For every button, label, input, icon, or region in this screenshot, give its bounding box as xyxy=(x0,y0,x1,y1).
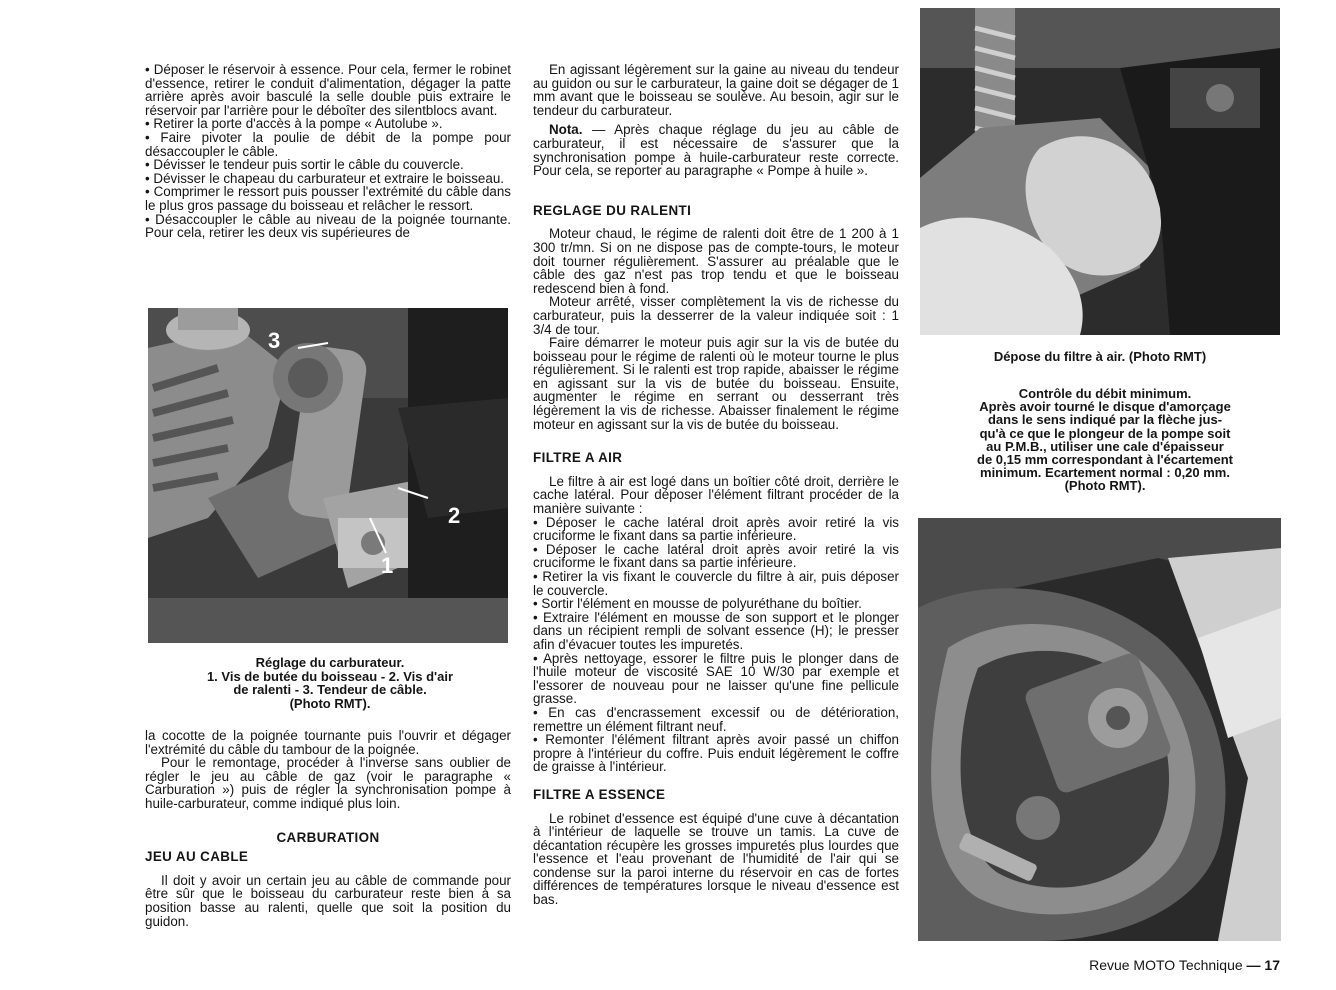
paragraph-nota xyxy=(533,123,899,177)
section-title-carburation: CARBURATION xyxy=(276,829,380,845)
step-reservoir: • Déposer le réservoir à essence. Pour cela, fermer le robinet d'essence, retirer le conduit d'alimentation, dégager la patte arrière après avoir basculé la selle double puis extraire le réservoir par l'arrière pour le déboîter des silentblocs avant. xyxy=(145,62,511,118)
step-filtre-5: • Extraire l'élément en mousse de son support et le plonger dans un récipient rempli de solvant essence (H); le presser afin d'évacuer toutes les impuretés. xyxy=(533,609,899,652)
caption-air-filter: Dépose du filtre à air. (Photo RMT) xyxy=(993,349,1207,364)
paragraph-remontage: Pour le remontage, procéder à l'inverse sans oublier de régler le jeu au câble de gaz (voir le paragraphe « Carburation ») puis de régler la synchronisation pompe à huile-carburateur, comme indiqué plus loin. xyxy=(145,755,511,811)
caption-pump: Contrôle du débit minimum. Après avoir tourné le disque d'amorçage dans le sens indiqué par la flèche jus- qu'à ce que le plongeur de la pompe soit au P.M.B., utiliser une cale d'épaisseur de 0,15 mm correspondant à l'écartement minimum. Ecartement normal : 0,20 mm. (Photo RMT). xyxy=(977,386,1233,494)
pump-photo xyxy=(918,518,1281,941)
step-chapeau: • Dévisser le chapeau du carburateur et extraire le boisseau. xyxy=(145,170,504,186)
air-filter-illustration xyxy=(920,8,1280,335)
step-ressort: • Comprimer le ressort puis pousser l'extrémité du câble dans le plus gros passage du boisseau et relâcher le ressort. xyxy=(145,184,511,213)
column-left xyxy=(145,63,511,240)
step-filtre-4: • Sortir l'élément en mousse de polyuréthane du boîtier. xyxy=(533,596,862,612)
nota-label: Nota. xyxy=(549,122,583,138)
paragraph-jeu: Il doit y avoir un certain jeu au câble de commande pour être sûr que le boisseau du carburateur reste bien à sa position basse au ralenti, quelle que soit la position du guidon. xyxy=(145,872,511,929)
paragraph-filtre-air-intro: Le filtre à air est logé dans un boîtier côté droit, derrière le cache latéral. Pour déposer l'élément filtrant procéder de la manière suivante : xyxy=(533,473,899,517)
footer-title: Revue MOTO Technique xyxy=(1089,957,1243,973)
section-title-jeu: JEU AU CABLE xyxy=(145,849,249,865)
section-title-filtre-air: FILTRE A AIR xyxy=(533,450,623,466)
section-title-filtre-essence: FILTRE A ESSENCE xyxy=(533,786,666,802)
paragraph-ralenti-1: Moteur chaud, le régime de ralenti doit être de 1 200 à 1 300 tr/mn. Si on ne dispose pas de compte-tours, le moteur doit tourner régulièrement. S'assurer au préalable que le câble des gaz n'est pas trop tendu et que le boisseau redescend bien à fond. xyxy=(533,226,899,296)
pump-illustration xyxy=(918,518,1281,941)
step-filtre-7: • En cas d'encrassement excessif ou de détérioration, remettre un élément filtrant neuf. xyxy=(533,704,899,734)
paragraph-ralenti-2: Moteur arrêté, visser complètement la vis de richesse du carburateur, puis la desserrer de la valeur indiquée soit : 1 3/4 de tour. xyxy=(533,294,899,337)
paragraph-filtre-essence: Le robinet d'essence est équipé d'une cuve à décantation à l'intérieur de laquelle se trouve un tamis. La cuve de décantation récupère les grosses impuretés plus lourdes que l'essence et l'eau provenant de l'humidité de l'air qui se condense sur la paroi interne du réservoir en cas de fortes différences de températures lorsque le niveau d'essence est bas. xyxy=(533,810,899,908)
step-filtre-1: • Déposer le cache latéral droit après avoir retiré la vis cruciforme le fixant dans sa partie inférieure. xyxy=(533,514,899,544)
step-filtre-3: • Retirer la vis fixant le couvercle du filtre à air, puis déposer le couvercle. xyxy=(533,569,899,598)
caption-carburetor: Réglage du carburateur. 1. Vis de butée du boisseau - 2. Vis d'air de ralenti - 3. Tendeur de câble. (Photo RMT). xyxy=(206,655,454,711)
step-tendeur: • Dévisser le tendeur puis sortir le câble du couvercle. xyxy=(145,157,464,173)
photo-label-2: 2 xyxy=(448,503,461,528)
nota-text: — Après chaque réglage du jeu au câble de carburateur, il est nécessaire de s'assurer que la synchronisation pompe à huile-carburateur reste correcte. Pour cela, se reporter au paragraphe « Pompe à huile ». xyxy=(533,122,899,179)
section-title-ralenti: REGLAGE DU RALENTI xyxy=(533,202,692,218)
page-footer xyxy=(1089,957,1280,973)
paragraph-ralenti-3: Faire démarrer le moteur puis agir sur la vis de butée du boisseau pour le régime de ralenti où le moteur tourne le plus régulièrement. Si le ralenti est trop rapide, abaisser le régime en agissant sur la vis de butée du boisseau. Ensuite, augmenter le régime en serrant ou desserrant très légèrement la vis de richesse. Abaisser finalement le régime moteur en agissant sur la vis de butée du boisseau. xyxy=(533,335,899,432)
photo-label-3: 3 xyxy=(268,328,281,353)
column-middle xyxy=(533,63,899,907)
step-filtre-6: • Après nettoyage, essorer le filtre puis le plonger dans de l'huile moteur de viscosité SAE 10 W/30 par exemple et l'essorer de nouveau pour ne laisser qu'une fine pellicule grasse. xyxy=(533,650,899,707)
carburetor-illustration xyxy=(148,308,508,643)
step-autolube: • Retirer la porte d'accès à la pompe « Autolube ». xyxy=(145,116,443,132)
step-poulie: • Faire pivoter la poulie de débit de la pompe pour désaccoupler le câble. xyxy=(145,129,511,159)
step-filtre-2: • Déposer le cache latéral droit après avoir retiré la vis cruciforme le fixant dans sa partie inférieure. xyxy=(533,541,899,571)
footer-page: — 17 xyxy=(1246,957,1280,973)
column-left-bottom xyxy=(145,729,511,928)
step-poignee: • Désaccoupler le câble au niveau de la poignée tournante. Pour cela, retirer les deux vis supérieures de xyxy=(145,211,511,241)
paragraph-cocotte: la cocotte de la poignée tournante puis l'ouvrir et dégager l'extrémité du câble du tambour de la poignée. xyxy=(145,728,511,757)
step-filtre-8: • Remonter l'élément filtrant après avoir passé un chiffon propre à l'intérieur du coffre. Puis enduit légèrement le coffre de graisse à l'intérieur. xyxy=(533,732,899,775)
paragraph-gaine: En agissant légèrement sur la gaine au niveau du tendeur au guidon ou sur le carburateur, la gaine doit se dégager de 1 mm avant que le boisseau se soulève. Au besoin, agir sur le tendeur du carburateur. xyxy=(533,62,899,118)
air-filter-photo xyxy=(920,8,1280,335)
photo-label-1: 1 xyxy=(381,553,394,578)
carburetor-photo xyxy=(148,308,508,643)
